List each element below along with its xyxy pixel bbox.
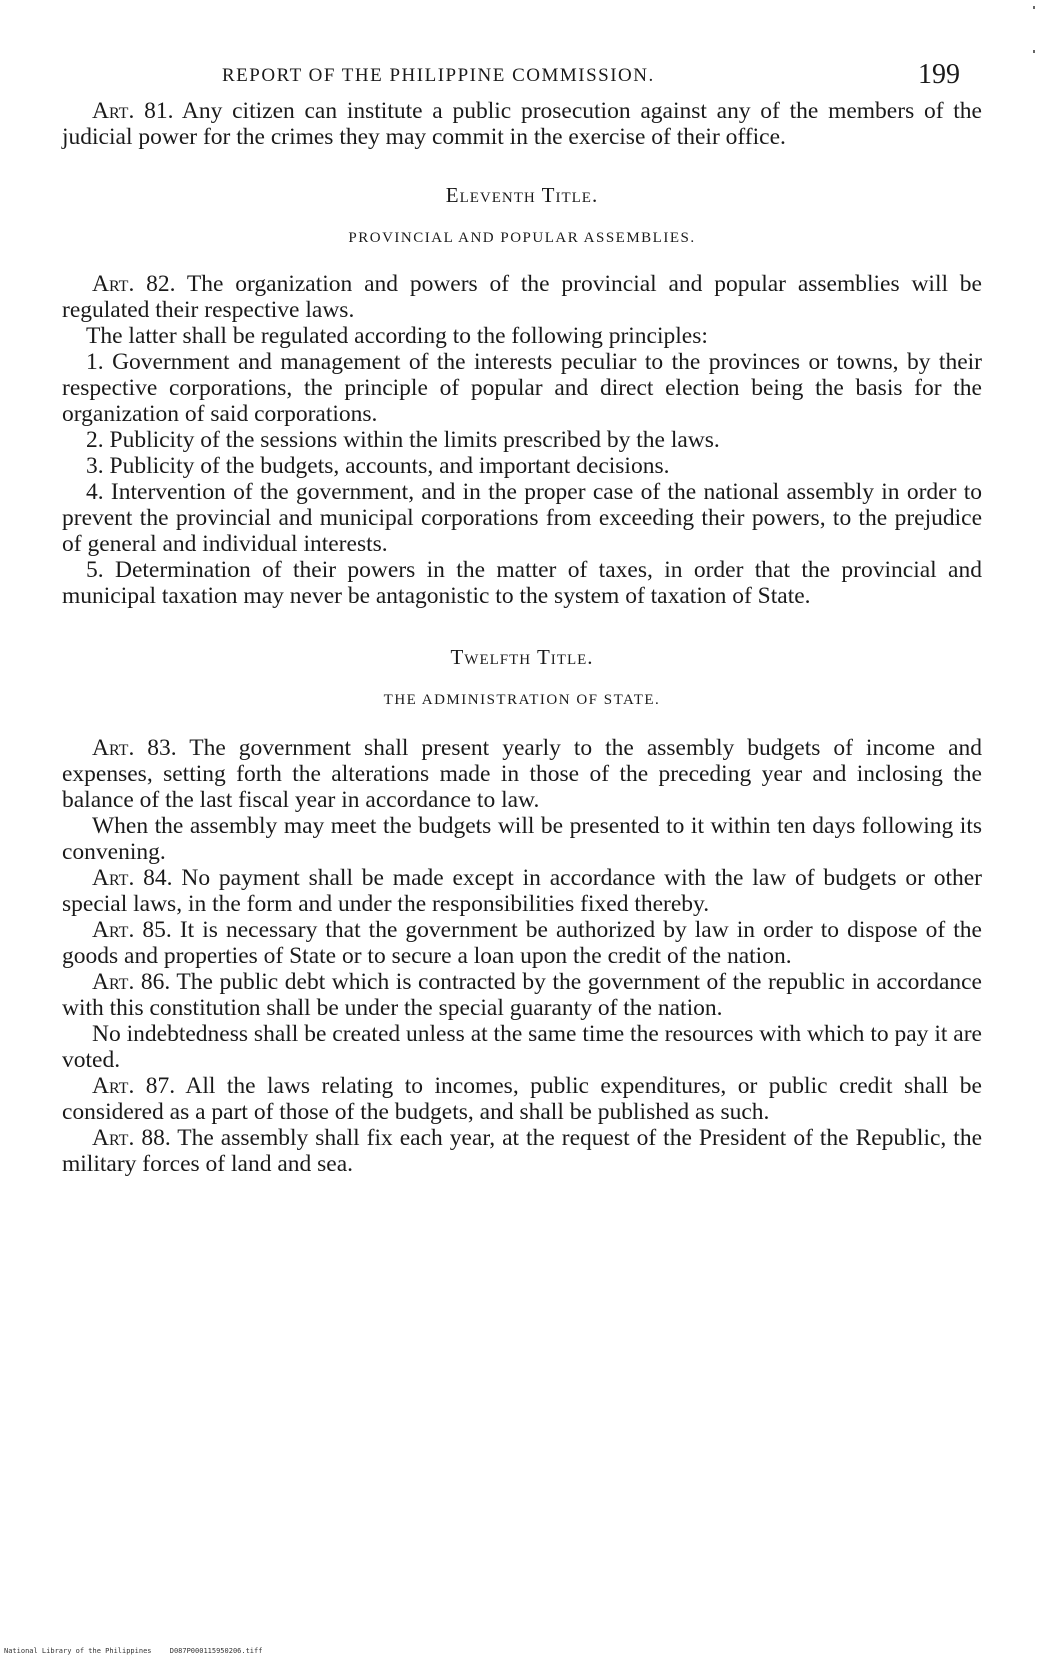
article-83 (62, 735, 982, 813)
section-title-eleventh: Eleventh Title. (445, 183, 599, 207)
footer-file: D087P000115950206.tiff (169, 1647, 263, 1655)
article-label: Art. 88. (92, 1125, 171, 1151)
principles-intro: The latter shall be regulated according to the following principles: (86, 323, 708, 349)
article-label: Art. 82. (92, 271, 176, 297)
scan-footer (4, 1647, 276, 1655)
article-text: The assembly shall fix each year, at the request of the President of the Republic, the military forces of land and sea. (62, 1125, 982, 1177)
edge-mark-middle (1033, 50, 1035, 53)
running-head: REPORT OF THE PHILIPPINE COMMISSION. (222, 65, 655, 86)
article-text: No payment shall be made except in accordance with the law of budgets or other special laws, in the form and under the responsibilities fixed thereby. (62, 865, 983, 917)
article-text: The government shall present yearly to the assembly budgets of income and expenses, setting forth the alterations made in those of the preceding year and inclosing the balance of the last fiscal year in accordance to law. (62, 735, 982, 813)
article-87 (62, 1073, 982, 1125)
article-86-continued: No indebtedness shall be created unless at the same time the resources with which to pay it are voted. (62, 1021, 982, 1073)
section-title-twelfth: Twelfth Title. (450, 645, 594, 669)
article-84 (62, 865, 982, 917)
article-label: Art. 85. (92, 917, 172, 943)
principle-item: 5. Determination of their powers in the matter of taxes, in order that the provincial and municipal taxation may never be antagonistic to the system of taxation of State. (62, 557, 982, 609)
article-text: All the laws relating to incomes, public expenditures, or public credit shall be considered as a part of those of the budgets, and shall be published as such. (62, 1073, 982, 1125)
principle-item: 3. Publicity of the budgets, accounts, and important decisions. (86, 453, 670, 479)
edge-mark-top (1033, 6, 1035, 9)
page-number: 199 (918, 59, 960, 90)
principle-item: 2. Publicity of the sessions within the limits prescribed by the laws. (86, 427, 720, 453)
article-label: Art. 86. (92, 969, 171, 995)
document-page (62, 55, 982, 1177)
article-label: Art. 84. (92, 865, 173, 891)
section-subtitle-eleventh: PROVINCIAL AND POPULAR ASSEMBLIES. (348, 230, 696, 246)
article-text: The organization and powers of the provincial and popular assemblies will be regulated their respective laws. (62, 271, 982, 323)
principle-item: 4. Intervention of the government, and in the proper case of the national assembly in order to prevent the provincial and municipal corporations from exceeding their powers, to the prejudice of general and individual interests. (62, 479, 982, 557)
principle-item: 1. Government and management of the interests peculiar to the provinces or towns, by their respective corporations, the principle of popular and direct election being the basis for the organization of said corporations. (62, 349, 982, 427)
article-82 (62, 271, 982, 323)
article-label: Art. 83. (92, 735, 177, 761)
footer-library: National Library of the Philippines (4, 1647, 152, 1655)
article-text: It is necessary that the government be authorized by law in order to dispose of the goods and properties of State or to secure a loan upon the credit of the nation. (62, 917, 982, 969)
article-label: Art. 81. (92, 98, 174, 124)
page-header (62, 55, 982, 95)
article-label: Art. 87. (92, 1073, 176, 1099)
section-subtitle-twelfth: THE ADMINISTRATION OF STATE. (383, 692, 661, 708)
article-83-continued: When the assembly may meet the budgets will be presented to it within ten days following its convening. (62, 813, 982, 865)
article-text: Any citizen can institute a public prosecution against any of the members of the judicial power for the crimes they may commit in the exercise of their office. (62, 98, 982, 150)
article-85 (62, 917, 982, 969)
article-86 (62, 969, 982, 1021)
article-88 (62, 1125, 982, 1177)
article-81 (62, 98, 982, 150)
article-text: The public debt which is contracted by the government of the republic in accordance with this constitution shall be under the special guaranty of the nation. (62, 969, 982, 1021)
